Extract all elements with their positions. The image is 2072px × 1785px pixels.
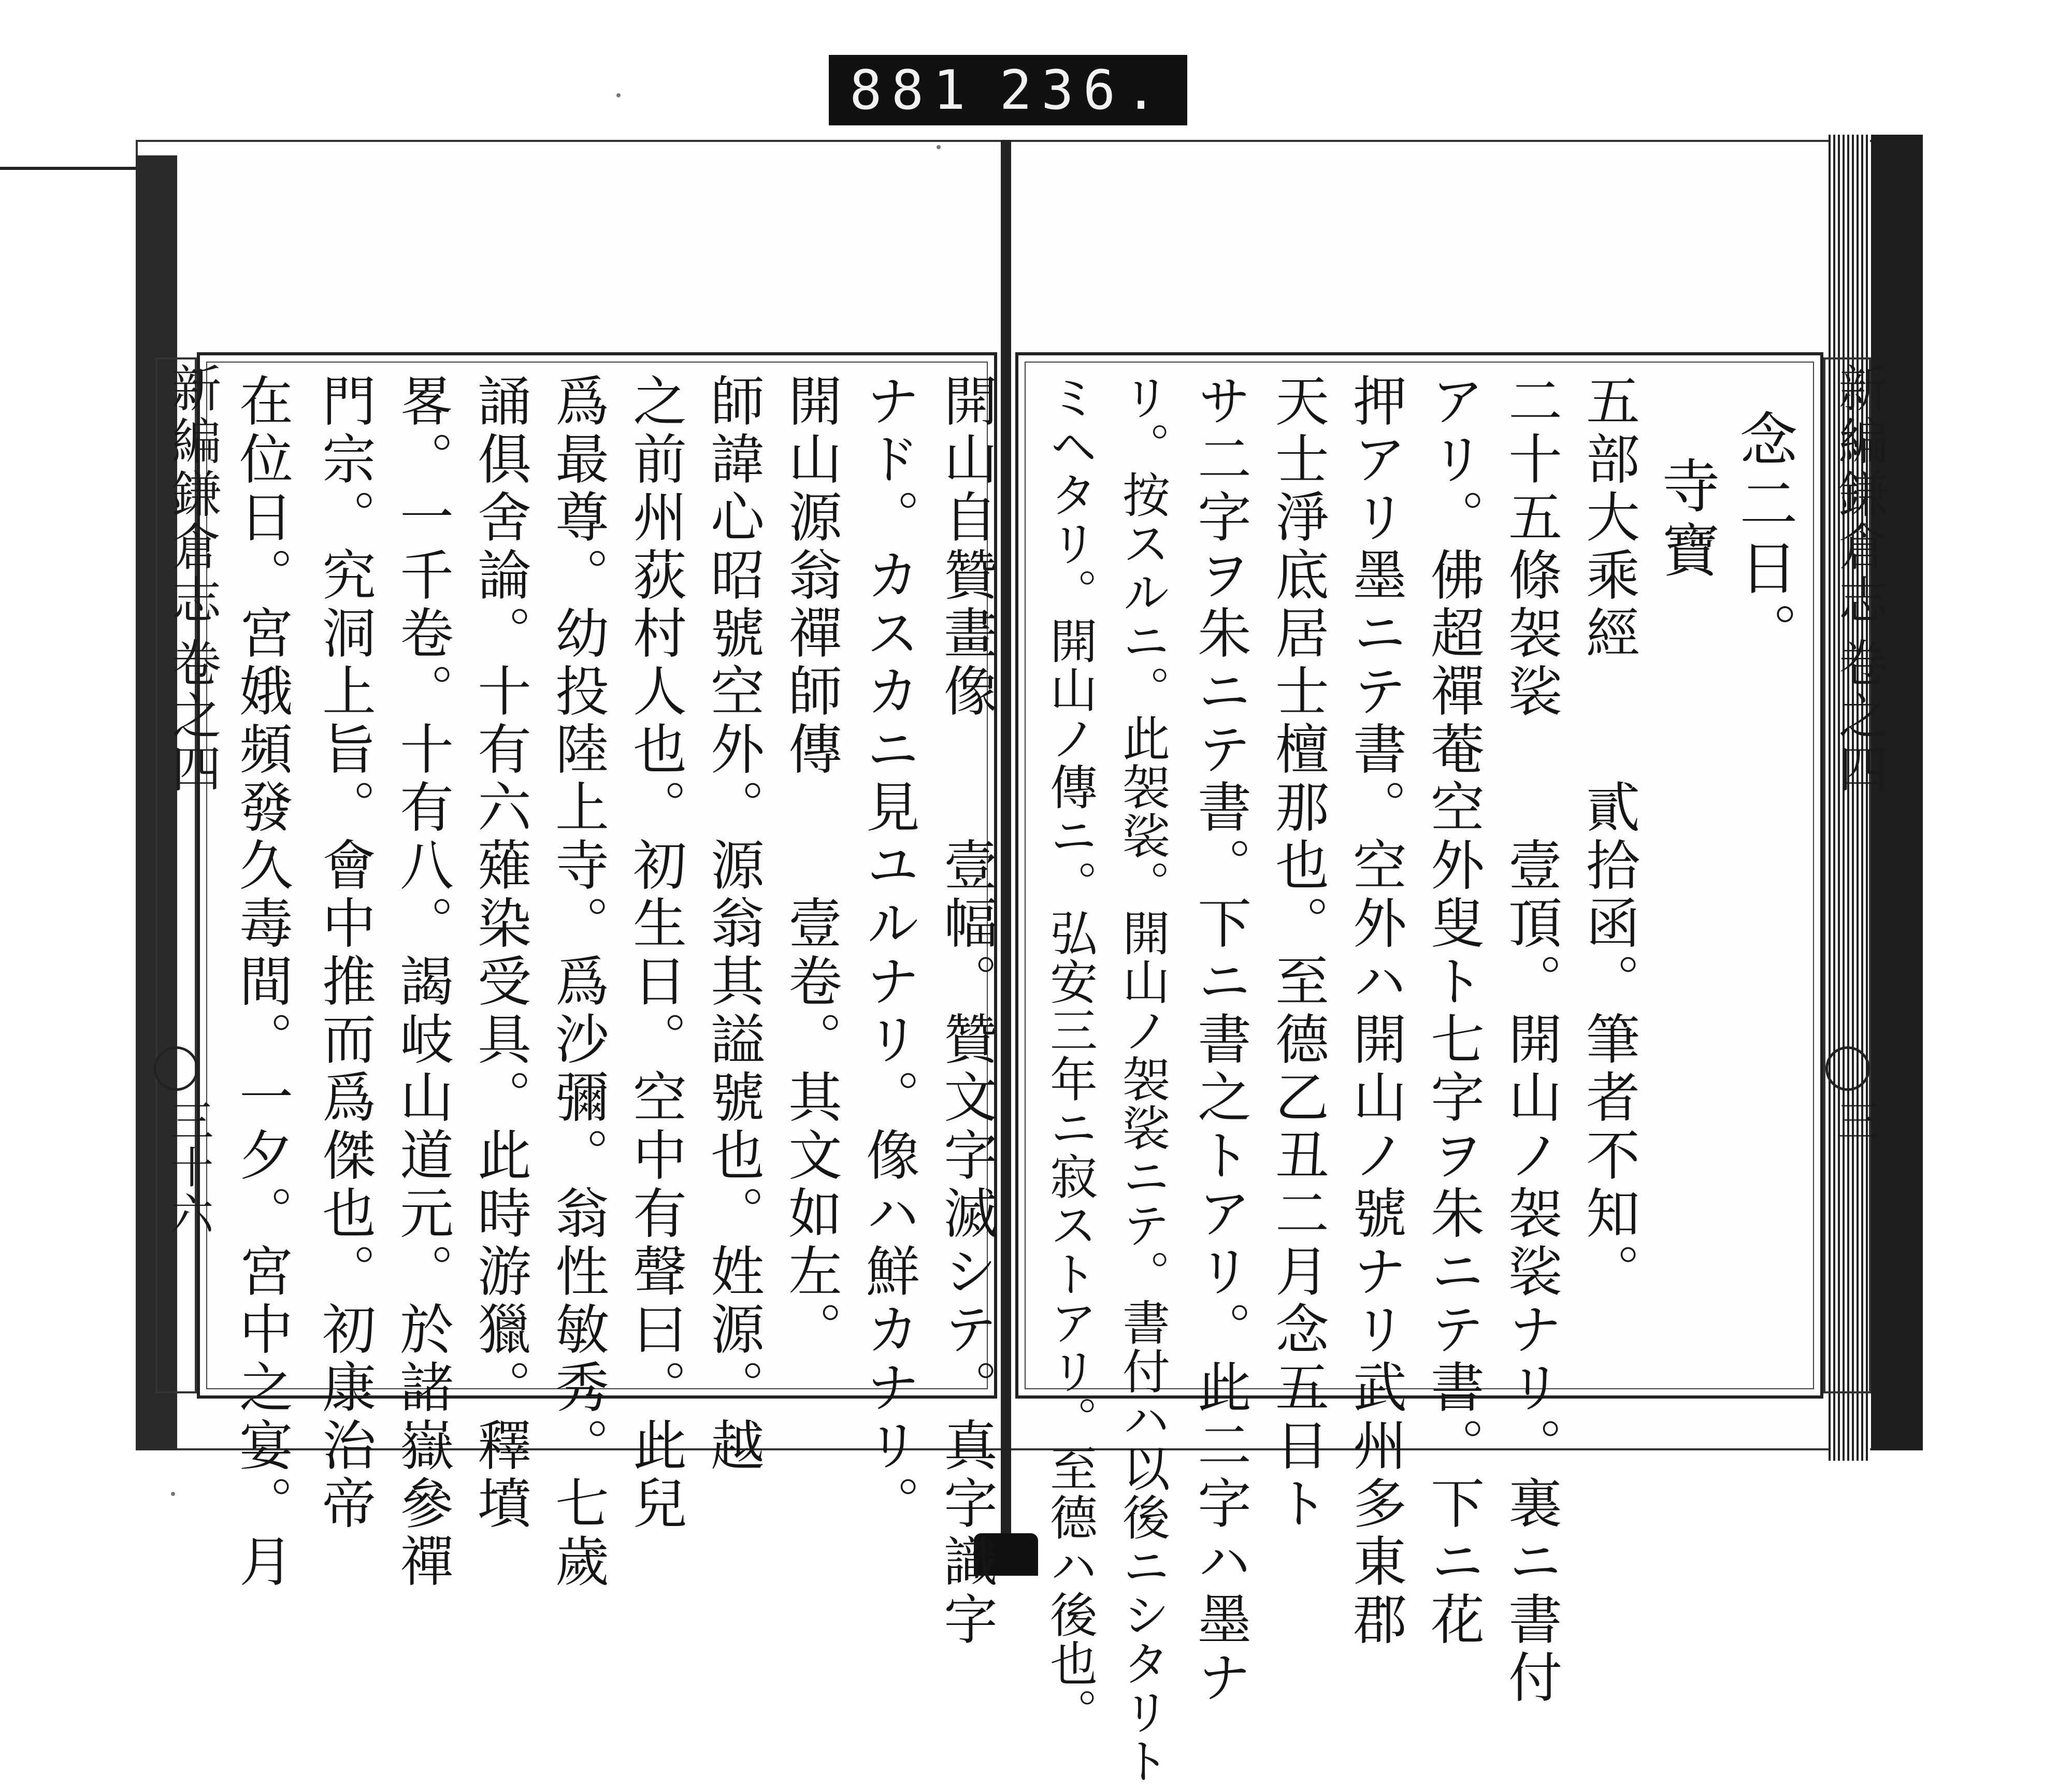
left-col-7: 誦俱舍論。十有六薙染受具。此時游獵。釋墳 [468, 373, 531, 1533]
left-col-4: 師諱心昭號空外。源翁其謚號也。姓源。越 [701, 373, 765, 1475]
circle-mark-left [154, 1046, 198, 1091]
left-col-5: 之前州荻村人也。初生日。空中有聲曰。此兒 [624, 373, 687, 1533]
right-col-5: アリ。佛超禪菴空外叟ト七字ヲ朱ニテ書。下ニ花 [1421, 373, 1485, 1649]
left-col-2: ナド。カスカニ見ユルナリ。像ハ鮮カナリ。 [857, 373, 920, 1533]
right-col-2: 寺寶 [1652, 456, 1720, 584]
scan-speck [616, 93, 621, 97]
left-folio: 三十六 [163, 1098, 214, 1238]
right-col-10: ミヘタリ。開山ノ傳ニ。弘安三年ニ寂ストアリ。至德ハ後也。 [1042, 373, 1098, 1736]
left-col-9: 門宗。究洞上旨。會中推而爲傑也。初康治帝 [313, 373, 376, 1533]
left-col-1: 開山自贊畫像 壹幅。贊文字滅シテ。真字識字 [934, 373, 998, 1649]
right-col-9: リ。按スルニ。此袈裟。開山ノ袈裟ニテ。書付ハ以後ニシタリト [1115, 373, 1170, 1785]
right-hashira-title: 新編鎌倉志 [1831, 363, 1889, 627]
right-col-7: 天士淨底居士檀那也。至德乙丑二月念五日ト [1266, 373, 1329, 1533]
right-folio: 三 [1830, 1098, 1881, 1145]
call-number-label [829, 55, 1187, 125]
right-col-6: 押アリ墨ニテ書。空外ハ開山ノ號ナリ武州多東郡 [1344, 373, 1407, 1649]
call-number-left: 881 [850, 59, 975, 122]
left-hashira-volume: 卷之四 [164, 637, 222, 796]
left-col-6: 爲最尊。幼投陸上寺。爲沙彌。翁性敏秀。七歲 [546, 373, 609, 1591]
left-col-3: 開山源翁禪師傳 壹卷。其文如左。 [779, 373, 842, 1359]
left-hashira-title: 新編鎌倉志 [164, 363, 222, 627]
right-col-3: 五部大乘經 貳拾函。筆者不知。 [1577, 373, 1640, 1301]
left-col-10: 在位日。宮娥頻發久毒間。一夕。宮中之宴。月 [230, 373, 293, 1591]
scan-speck [171, 1492, 175, 1496]
right-col-1: 念二日。 [1730, 409, 1797, 666]
left-col-8: 畧。一千卷。十有八。謁岐山道元。於諸嶽參禪 [391, 373, 454, 1591]
circle-mark-right [1825, 1046, 1870, 1091]
right-col-4: 二十五條袈裟 壹頂。開山ノ袈裟ナリ。裏ニ書付 [1499, 373, 1562, 1707]
right-col-8: サ二字ヲ朱ニテ書。下ニ書之トアリ。此二字ハ墨ナ [1188, 373, 1251, 1707]
right-hashira-volume: 卷之四 [1831, 637, 1889, 796]
scan-speck [937, 145, 941, 149]
call-number-right: 236. [999, 59, 1167, 122]
